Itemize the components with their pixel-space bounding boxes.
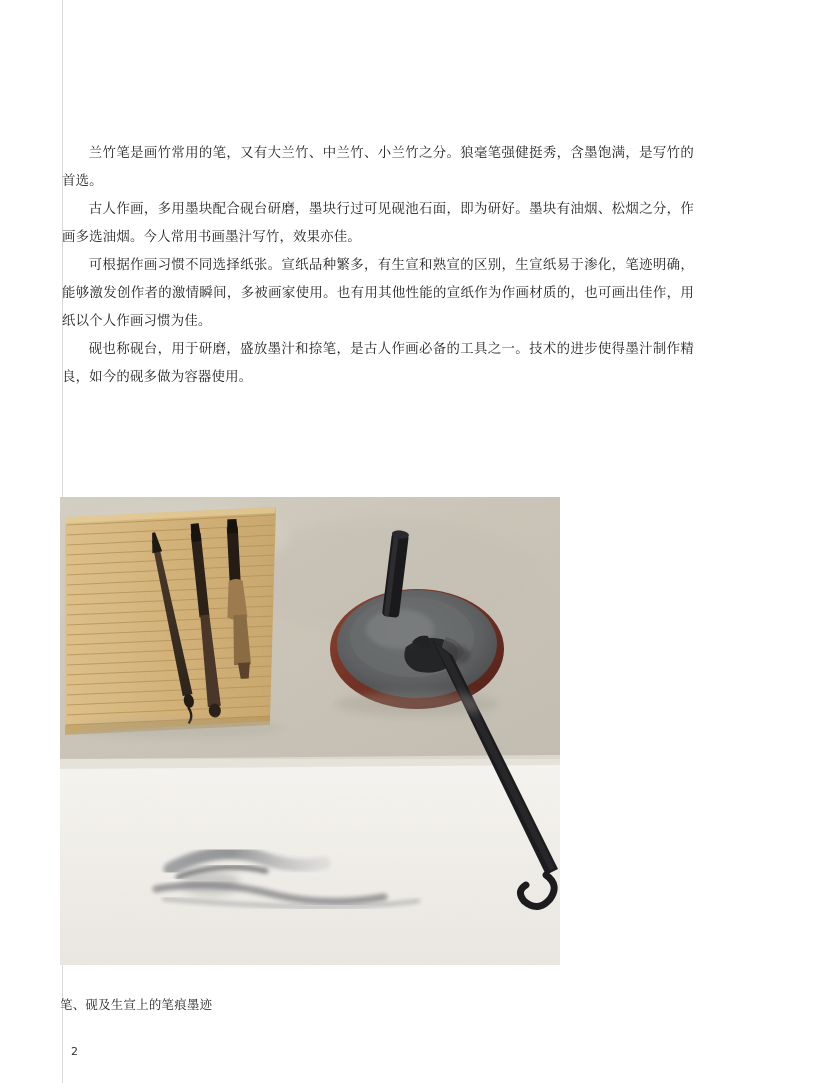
body-text [62, 140, 694, 392]
paragraph-1: 兰竹笔是画竹常用的笔，又有大兰竹、中兰竹、小兰竹之分。狼毫笔强健挺秀，含墨饱满，是写竹的首选。 [62, 146, 694, 189]
figure-caption: 笔、砚及生宣上的笔痕墨迹 [60, 997, 213, 1012]
paragraph-4: 砚也称砚台，用于研磨，盛放墨汁和捺笔，是古人作画必备的工具之一。技术的进步使得墨汁制作精良，如今的砚多做为容器使用。 [62, 342, 694, 385]
figure-image [60, 497, 560, 965]
paragraph-2: 古人作画，多用墨块配合砚台研磨，墨块行过可见砚池石面，即为研好。墨块有油烟、松烟之分，作画多选油烟。今人常用书画墨汁写竹，效果亦佳。 [62, 202, 694, 245]
page-number: 2 [71, 1045, 78, 1058]
paragraph-3: 可根据作画习惯不同选择纸张。宣纸品种繁多，有生宣和熟宣的区别，生宣纸易于渗化，笔迹明确，能够激发创作者的激情瞬间，多被画家使用。也有用其他性能的宣纸作为作画材质的，也可画出佳作，用纸以个人作画习惯为佳。 [62, 258, 694, 329]
